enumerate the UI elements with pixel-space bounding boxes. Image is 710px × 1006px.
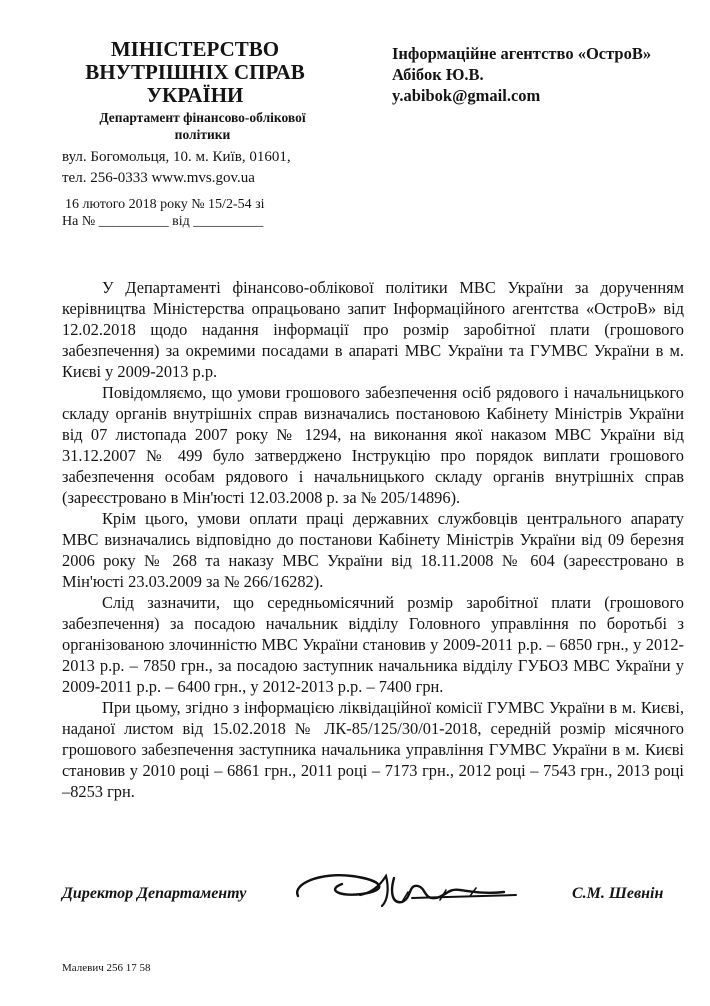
paragraph-3: Крім цього, умови оплати праці державних службовців центрального апарату МВС визначались відповідно до постанови Кабінету Міністрів України від 09 березня 2006 року № 268 та наказу МВС України від 18.11.2008 № 604 (зареєстровано в Мін'юсті 23.03.2009 за № 266/16282). (62, 509, 684, 591)
ministry-title (70, 38, 320, 107)
executor-info: Малевич 256 17 58 (62, 962, 151, 974)
contact-line: тел. 256-0333 www.mvs.gov.ua (62, 170, 255, 186)
signatory-position: Директор Департаменту (62, 885, 247, 902)
paragraph-4: Слід зазначити, що середньомісячний розмір заробітної плати (грошового забезпечення) за посадою начальник відділу Головного управління по боротьбі з організованою злочинністю МВС України становив у 2009-2011 р.р. – 6850 грн., у 2012-2013 р.р. – 7850 грн., за посадою заступник начальника відділу ГУБОЗ МВС України у 2009-2011 р.р. – 6400 грн., у 2012-2013 р.р. – 7400 грн. (62, 593, 684, 696)
paragraph-5: При цьому, згідно з інформацією ліквідаційної комісії ГУМВС України в м. Києві, наданої листом від 15.02.2018 № ЛК-85/125/30/01-2018, середній розмір місячного грошового забезпечення заступника начальника управління ГУМВС України в м. Києві становив у 2010 році – 6861 грн., 2011 році – 7173 грн., 2012 році – 7543 грн., 2013 році –8253 грн. (62, 698, 684, 801)
ministry-line-2: ВНУТРІШНІХ СПРАВ (85, 60, 305, 84)
signatory-name: С.М. Шевнін (572, 885, 664, 902)
recipient-email: y.abibok@gmail.com (392, 86, 541, 105)
reference-line: На № __________ від __________ (62, 214, 264, 229)
date-and-number: 16 лютого 2018 року № 15/2-54 зі (65, 197, 265, 212)
paragraph-1: У Департаменті фінансово-облікової політики МВС України за дорученням керівництва Міністерства опрацьовано запит Інформаційного агентства «ОстроВ» від 12.02.2018 щодо надання інформації про розмір заробітної плати (грошового забезпечення) за окремими посадами в апараті МВС України та ГУМВС України в м. Києві у 2009-2013 р.р. (62, 278, 684, 381)
letter-body (62, 277, 684, 802)
recipient-name: Абібок Ю.В. (392, 65, 484, 84)
department-name: Департамент фінансово-облікової політики (99, 110, 306, 142)
ministry-line-1: МІНІСТЕРСТВО (110, 37, 280, 61)
recipient-organization: Інформаційне агентство «ОстроВ» (392, 44, 652, 63)
handwritten-signature (290, 862, 530, 914)
address-line: вул. Богомольця, 10. м. Київ, 01601, (62, 149, 291, 165)
paragraph-2: Повідомляємо, що умови грошового забезпечення осіб рядового і начальницького складу органів внутрішніх справ визначались постановою Кабінету Міністрів України від 07 листопада 2007 року № 1294, на виконання якої наказом МВС України від 31.12.2007 № 499 було затверджено Інструкцію про порядок виплати грошового забезпечення особам рядового і начальницького складу органів внутрішніх справ (зареєстровано в Мін'юсті 12.03.2008 р. за № 205/14896). (62, 383, 684, 507)
ministry-line-3: УКРАЇНИ (146, 83, 244, 107)
